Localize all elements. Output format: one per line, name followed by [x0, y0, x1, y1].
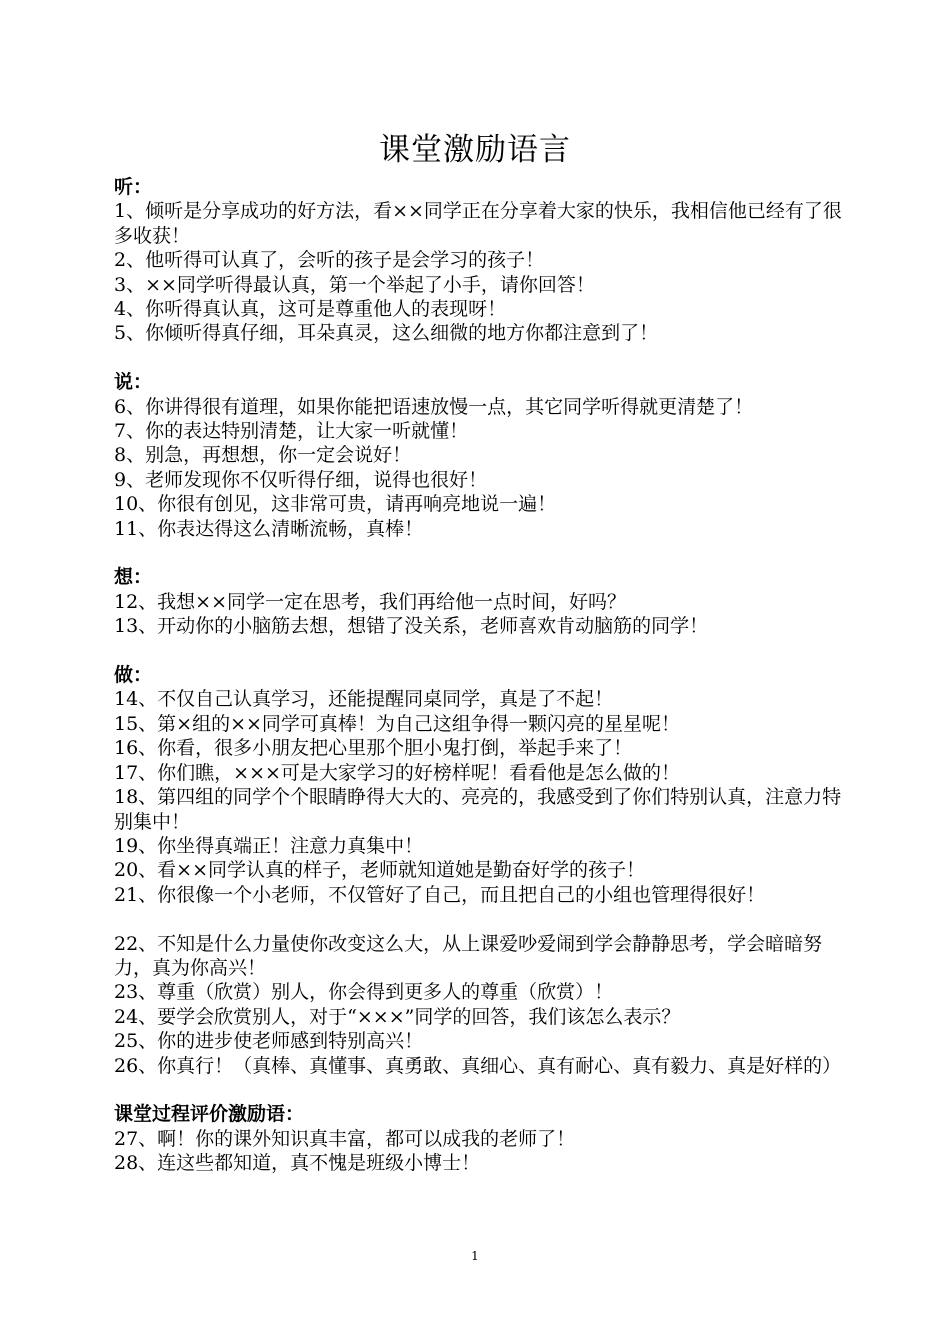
- section-listen: [114, 175, 844, 346]
- list-item: 13、开动你的小脑筋去想，想错了没关系，老师喜欢肯动脑筋的同学！: [114, 615, 709, 638]
- list-item: 14、不仅自己认真学习，还能提醒同桌同学，真是了不起！: [114, 688, 614, 711]
- list-item: 26、你真行！（真棒、真懂事、真勇敢、真细心、真有耐心、真有毅力、真是好样的）: [114, 1054, 842, 1077]
- list-item: 12、我想××同学一定在思考，我们再给他一点时间，好吗？: [114, 590, 627, 613]
- list-item: 18、第四组的同学个个眼睛睁得大大的、亮亮的，我感受到了你们特别认真，注意力特别集中！: [114, 786, 842, 833]
- section-heading: 听：: [114, 176, 153, 198]
- section-speak: [114, 370, 844, 541]
- list-item: 5、你倾听得真仔细，耳朵真灵，这么细微的地方你都注意到了！: [114, 322, 659, 345]
- list-item: 27、啊！你的课外知识真丰富，都可以成我的老师了！: [114, 1127, 576, 1150]
- list-item: 7、你的表达特别清楚，让大家一听就懂！: [114, 420, 469, 443]
- section-heading: 想：: [114, 566, 153, 589]
- list-item: 4、你听得真认真，这可是尊重他人的表现呀！: [114, 298, 507, 321]
- list-item: 9、老师发现你不仅听得仔细，说得也很好！: [114, 468, 488, 491]
- section-think: [114, 565, 844, 638]
- list-item: 22、不知是什么力量使你改变这么大，从上课爱吵爱闹到学会静静思考，学会暗暗努力，真为你高兴！: [114, 932, 823, 979]
- list-item: 21、你很像一个小老师，不仅管好了自己，而且把自己的小组也管理得很好！: [114, 883, 766, 906]
- list-item: 6、你讲得很有道理，如果你能把语速放慢一点，其它同学听得就更清楚了！: [114, 395, 754, 418]
- page-title: 课堂激励语言: [379, 132, 571, 168]
- list-item: 19、你坐得真端正！注意力真集中！: [114, 834, 424, 857]
- list-item: 3、××同学听得最认真，第一个举起了小手，请你回答！: [114, 273, 595, 296]
- document-body: [114, 175, 844, 1176]
- page-number: 1: [471, 1249, 479, 1263]
- section-heading: 做：: [114, 664, 153, 687]
- list-item: 16、你看，很多小朋友把心里那个胆小鬼打倒，举起手来了！: [114, 737, 633, 760]
- section-do-continued: [114, 932, 844, 1078]
- list-item: 23、尊重（欣赏）别人，你会得到更多人的尊重（欣赏）！: [114, 981, 614, 1004]
- list-item: 11、你表达得这么清晰流畅，真棒！: [114, 517, 424, 540]
- list-item: 15、第×组的××同学可真棒！为自己这组争得一颗闪亮的星星呢！: [114, 712, 680, 735]
- list-item: 8、别急，再想想，你一定会说好！: [114, 444, 412, 467]
- section-do: [114, 663, 844, 907]
- list-item: 17、你们瞧，×××可是大家学习的好榜样呢！看看他是怎么做的！: [114, 761, 680, 784]
- list-item: 1、倾听是分享成功的好方法，看××同学正在分享着大家的快乐，我相信他已经有了很多收获！: [114, 200, 842, 247]
- list-item: 28、连这些都知道，真不愧是班级小博士！: [114, 1152, 481, 1175]
- section-class-process: [114, 1102, 844, 1175]
- list-item: 25、你的进步使老师感到特别高兴！: [114, 1030, 424, 1053]
- list-item: 20、看××同学认真的样子，老师就知道她是勤奋好学的孩子！: [114, 859, 646, 882]
- section-heading: 说：: [114, 371, 153, 394]
- list-item: 10、你很有创见，这非常可贵，请再响亮地说一遍！: [114, 493, 557, 516]
- section-heading: 课堂过程评价激励语：: [114, 1103, 305, 1126]
- list-item: 2、他听得可认真了，会听的孩子是会学习的孩子！: [114, 249, 545, 272]
- list-item: 24、要学会欣赏别人，对于“×××”同学的回答，我们该怎么表示？: [114, 1005, 681, 1028]
